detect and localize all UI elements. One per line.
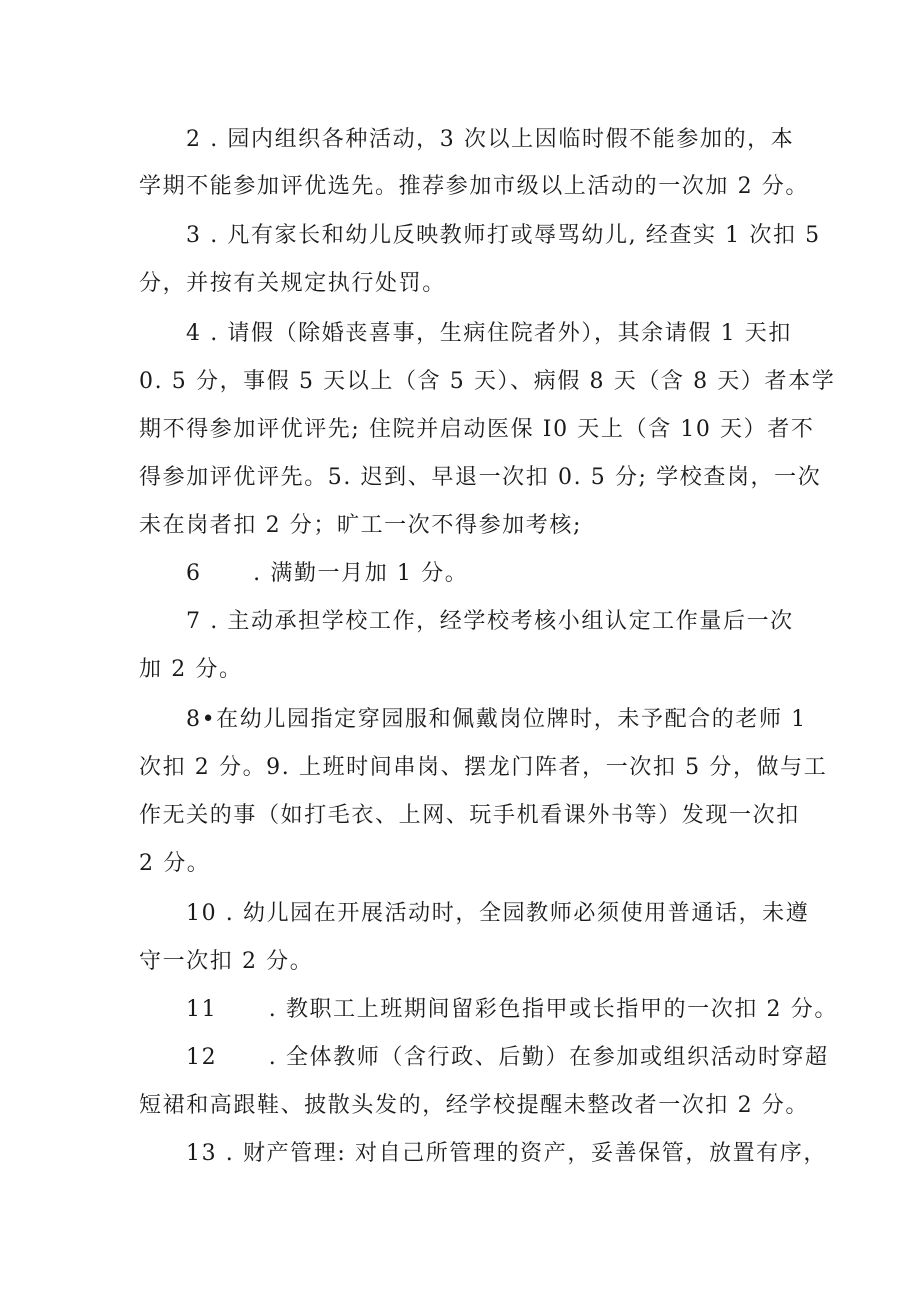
text-line: 10 . 幼儿园在开展活动时，全园教师必须使用普通话，未遵: [186, 901, 810, 926]
text-line: 未在岗者扣 2 分；旷工一次不得参加考核;: [139, 513, 582, 538]
text-line: 0. 5 分，事假 5 天以上（含 5 天）、病假 8 天（含 8 天）者本学: [139, 369, 836, 394]
text-line: 3 . 凡有家长和幼儿反映教师打或辱骂幼儿, 经查实 1 次扣 5: [186, 223, 821, 248]
text-line: 12 . 全体教师（含行政、后勤）在参加或组织活动时穿超: [186, 1045, 829, 1070]
text-line: 6 . 满勤一月加 1 分。: [186, 561, 469, 586]
text-line: 加 2 分。: [139, 657, 243, 682]
text-line: 分，并按有关规定执行处罚。: [139, 271, 446, 296]
text-line: 期不得参加评优评先; 住院并启动医保 I0 天上（含 10 天）者不: [139, 417, 815, 442]
text-line: 7 . 主动承担学校工作，经学校考核小组认定工作量后一次: [186, 609, 794, 634]
text-line: 守一次扣 2 分。: [139, 949, 314, 974]
text-line: 学期不能参加评优选先。推荐参加市级以上活动的一次加 2 分。: [139, 174, 809, 199]
text-line: 2 分。: [139, 851, 211, 876]
text-line: 短裙和高跟鞋、披散头发的，经学校提醒未整改者一次扣 2 分。: [139, 1093, 809, 1118]
text-line: 次扣 2 分。9. 上班时间串岗、摆龙门阵者，一次扣 5 分，做与工: [139, 755, 828, 780]
text-line: 2 . 园内组织各种活动，3 次以上因临时假不能参加的，本: [186, 127, 795, 152]
text-line: 作无关的事（如打毛衣、上网、玩手机看课外书等）发现一次扣: [139, 803, 800, 828]
text-line: 4 . 请假（除婚丧喜事，生病住院者外），其余请假 1 天扣: [186, 321, 792, 346]
text-line: 13 . 财产管理: 对自己所管理的资产，妥善保管，放置有序，: [186, 1141, 827, 1166]
text-line: 11 . 教职工上班期间留彩色指甲或长指甲的一次扣 2 分。: [186, 997, 838, 1022]
text-line: 8•在幼儿园指定穿园服和佩戴岗位牌时，未予配合的老师 1: [186, 707, 807, 732]
text-line: 得参加评优评先。5. 迟到、早退一次扣 0. 5 分; 学校查岗，一次: [139, 465, 822, 490]
